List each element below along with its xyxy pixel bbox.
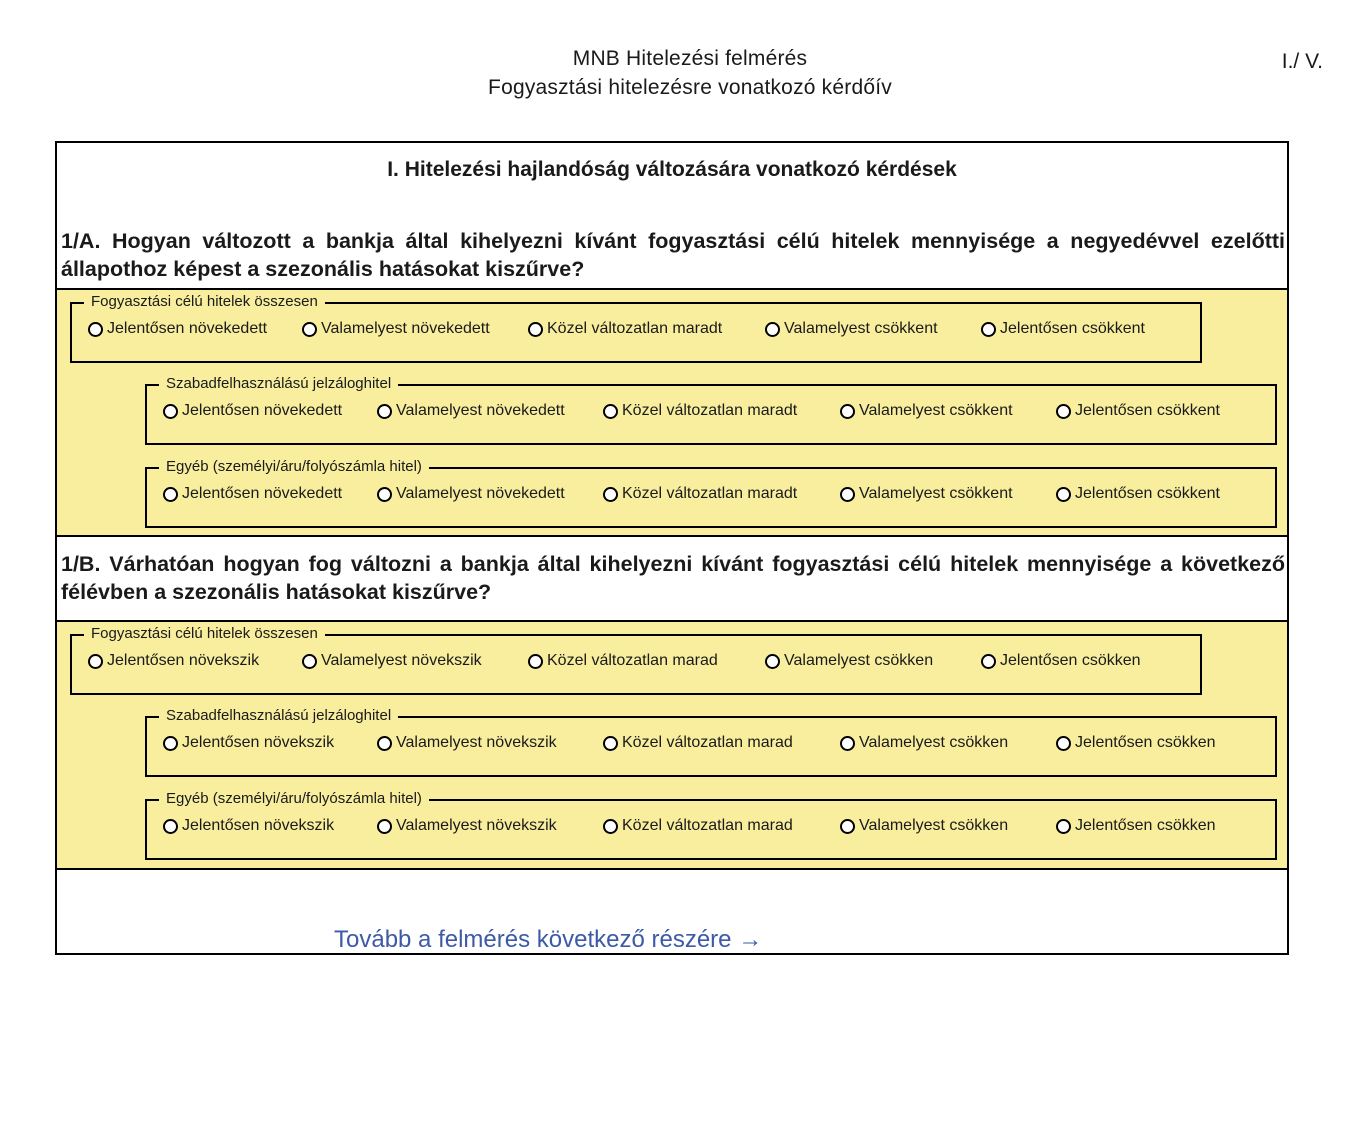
radio-option[interactable] (377, 734, 557, 752)
radio-label: Közel változatlan maradt (622, 402, 798, 419)
section-title: I. Hitelezési hajlandóság változására vonatkozó kérdések (387, 158, 957, 181)
question-1b-answers (57, 620, 1287, 870)
radio-button[interactable] (840, 819, 855, 834)
radio-option[interactable] (1056, 485, 1220, 503)
radio-label: Közel változatlan marad (622, 817, 793, 834)
group-legend: Egyéb (személyi/áru/folyószámla hitel) (159, 789, 429, 809)
radio-option[interactable] (603, 817, 793, 835)
radio-label: Valamelyest csökkent (784, 320, 938, 337)
radio-label: Közel változatlan maradt (622, 485, 798, 502)
radio-option[interactable] (1056, 817, 1216, 835)
radio-label: Jelentősen csökkent (1075, 402, 1220, 419)
radio-option[interactable] (377, 485, 565, 503)
radio-option[interactable] (302, 652, 482, 670)
radio-label: Jelentősen növekszik (182, 817, 335, 834)
question-1a-answers (57, 288, 1287, 537)
radio-button[interactable] (1056, 819, 1071, 834)
radio-option[interactable] (163, 817, 334, 835)
page-number: I./ V. (1281, 50, 1323, 73)
group-legend: Szabadfelhasználású jelzáloghitel (159, 706, 398, 726)
question-1b: 1/B. Várhatóan hogyan fog változni a bankja által kihelyezni kívánt fogyasztási célú hitelek mennyisége a következő félévben a szezonális hatásokat kiszűrve? (61, 552, 1285, 604)
radio-option[interactable] (163, 402, 342, 420)
radio-button[interactable] (88, 322, 103, 337)
group-legend: Egyéb (személyi/áru/folyószámla hitel) (159, 457, 429, 477)
radio-option[interactable] (981, 320, 1145, 338)
radio-label: Valamelyest növekedett (396, 485, 565, 502)
radio-label: Jelentősen növekszik (182, 734, 335, 751)
radio-button[interactable] (377, 404, 392, 419)
radio-button[interactable] (1056, 487, 1071, 502)
question-1b-group-1 (70, 625, 1202, 695)
radio-label: Valamelyest növekszik (396, 817, 557, 834)
radio-button[interactable] (981, 654, 996, 669)
radio-option[interactable] (88, 320, 267, 338)
radio-label: Jelentősen csökken (1075, 734, 1216, 751)
question-1a-group-3 (145, 458, 1277, 528)
radio-option[interactable] (1056, 402, 1220, 420)
radio-label: Valamelyest növekedett (396, 402, 565, 419)
radio-button[interactable] (981, 322, 996, 337)
radio-label: Közel változatlan maradt (547, 320, 723, 337)
group-legend: Fogyasztási célú hitelek összesen (84, 292, 325, 312)
radio-option[interactable] (603, 402, 797, 420)
question-1a-group-1 (70, 293, 1202, 363)
radio-button[interactable] (840, 736, 855, 751)
radio-option[interactable] (88, 652, 259, 670)
radio-option[interactable] (765, 652, 933, 670)
radio-option[interactable] (840, 485, 1013, 503)
radio-button[interactable] (163, 819, 178, 834)
radio-option[interactable] (765, 320, 938, 338)
radio-button[interactable] (840, 487, 855, 502)
question-1a: 1/A. Hogyan változott a bankja által kihelyezni kívánt fogyasztási célú hitelek mennyisége a negyedévvel ezelőtti állapothoz képest a szezonális hatásokat kiszűrve? (61, 229, 1285, 281)
survey-title: MNB Hitelezési felmérés (572, 47, 808, 70)
radio-option[interactable] (163, 734, 334, 752)
radio-label: Valamelyest csökken (859, 817, 1009, 834)
radio-option[interactable] (840, 402, 1013, 420)
radio-button[interactable] (603, 404, 618, 419)
radio-label: Valamelyest csökken (784, 652, 934, 669)
radio-button[interactable] (603, 736, 618, 751)
next-section-link[interactable]: Tovább a felmérés következő részére → (334, 926, 763, 953)
radio-label: Valamelyest csökkent (859, 485, 1013, 502)
radio-button[interactable] (302, 654, 317, 669)
radio-option[interactable] (1056, 734, 1216, 752)
radio-button[interactable] (765, 322, 780, 337)
question-1b-group-3 (145, 790, 1277, 860)
radio-label: Valamelyest csökken (859, 734, 1009, 751)
radio-button[interactable] (302, 322, 317, 337)
radio-label: Jelentősen csökkent (1075, 485, 1220, 502)
radio-label: Valamelyest növekszik (321, 652, 482, 669)
radio-label: Valamelyest növekszik (396, 734, 557, 751)
radio-label: Jelentősen csökken (1000, 652, 1141, 669)
radio-button[interactable] (840, 404, 855, 419)
questionnaire-subtitle: Fogyasztási hitelezésre vonatkozó kérdőív (488, 76, 892, 99)
radio-option[interactable] (377, 817, 557, 835)
radio-option[interactable] (528, 320, 722, 338)
radio-option[interactable] (163, 485, 342, 503)
question-1b-group-2 (145, 707, 1277, 777)
radio-button[interactable] (163, 404, 178, 419)
radio-button[interactable] (1056, 736, 1071, 751)
form-frame (55, 141, 1289, 955)
radio-option[interactable] (528, 652, 718, 670)
radio-button[interactable] (163, 736, 178, 751)
radio-option[interactable] (603, 485, 797, 503)
radio-label: Jelentősen csökken (1075, 817, 1216, 834)
radio-button[interactable] (603, 487, 618, 502)
group-legend: Szabadfelhasználású jelzáloghitel (159, 374, 398, 394)
radio-option[interactable] (302, 320, 490, 338)
radio-button[interactable] (88, 654, 103, 669)
radio-label: Jelentősen növekedett (182, 402, 343, 419)
radio-button[interactable] (377, 819, 392, 834)
radio-button[interactable] (1056, 404, 1071, 419)
question-1a-group-2 (145, 375, 1277, 445)
radio-button[interactable] (528, 322, 543, 337)
radio-option[interactable] (377, 402, 565, 420)
radio-button[interactable] (377, 487, 392, 502)
radio-button[interactable] (377, 736, 392, 751)
radio-button[interactable] (603, 819, 618, 834)
radio-option[interactable] (840, 734, 1008, 752)
radio-label: Közel változatlan marad (547, 652, 718, 669)
radio-label: Jelentősen növekedett (107, 320, 268, 337)
radio-button[interactable] (765, 654, 780, 669)
radio-label: Jelentősen növekszik (107, 652, 260, 669)
radio-button[interactable] (528, 654, 543, 669)
radio-option[interactable] (981, 652, 1141, 670)
radio-label: Jelentősen növekedett (182, 485, 343, 502)
radio-option[interactable] (840, 817, 1008, 835)
radio-button[interactable] (163, 487, 178, 502)
radio-option[interactable] (603, 734, 793, 752)
radio-label: Valamelyest csökkent (859, 402, 1013, 419)
radio-label: Jelentősen csökkent (1000, 320, 1145, 337)
radio-label: Valamelyest növekedett (321, 320, 490, 337)
radio-label: Közel változatlan marad (622, 734, 793, 751)
group-legend: Fogyasztási célú hitelek összesen (84, 624, 325, 644)
